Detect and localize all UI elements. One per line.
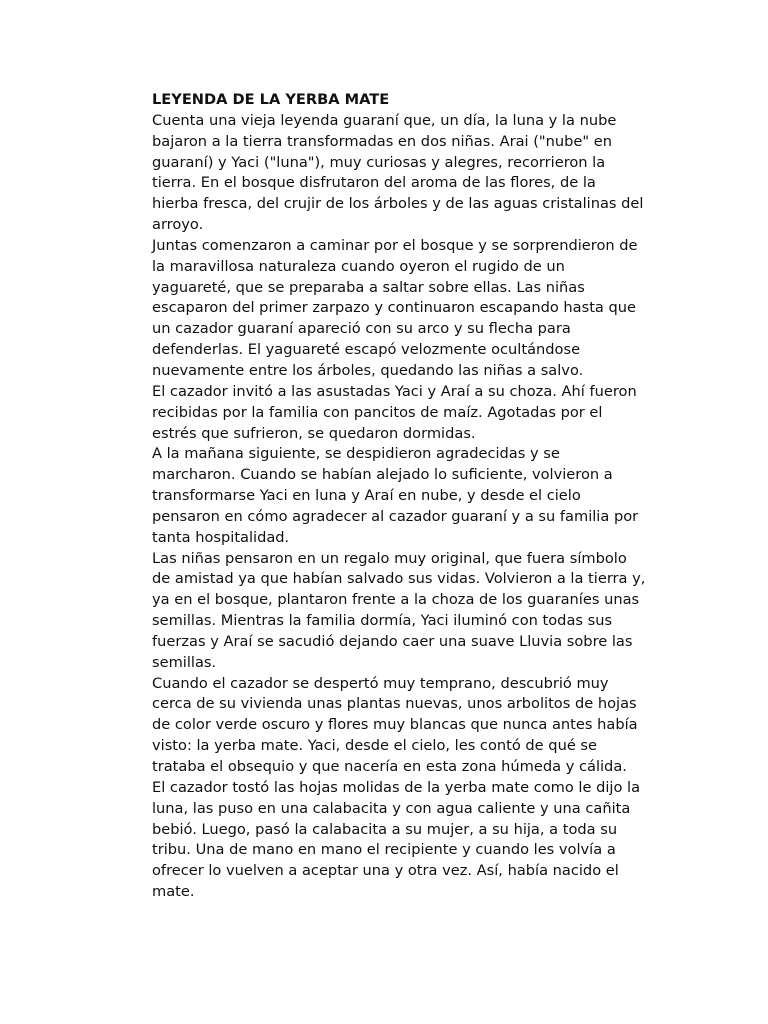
text-line: A la mañana siguiente, se despidieron agradecidas y se <box>152 445 560 463</box>
text-line: bajaron a la tierra transformadas en dos niñas. Arai ("nube" en <box>152 132 612 150</box>
text-line: El cazador invitó a las asustadas Yaci y Araí a su choza. Ahí fueron <box>152 382 637 400</box>
text-line: tierra. En el bosque disfrutaron del aroma de las flores, de la <box>152 174 596 192</box>
text-line: guaraní) y Yaci ("luna"), muy curiosas y alegres, recorrieron la <box>152 153 606 171</box>
text-line: estrés que sufrieron, se quedaron dormidas. <box>152 424 476 442</box>
text-line: hierba fresca, del crujir de los árboles y de las aguas cristalinas del <box>152 195 644 213</box>
text-line: Las niñas pensaron en un regalo muy original, que fuera símbolo <box>152 549 627 567</box>
text-line: semillas. Mientras la familia dormía, Yaci iluminó con todas sus <box>152 612 613 630</box>
text-line: tanta hospitalidad. <box>152 528 290 546</box>
document-title: LEYENDA DE LA YERBA MATE <box>152 91 390 108</box>
text-line: de color verde oscuro y flores muy blancas que nunca antes había <box>152 716 638 734</box>
text-line: Juntas comenzaron a caminar por el bosque y se sorprendieron de <box>152 236 638 254</box>
text-line: defenderlas. El yaguareté escapó velozmente ocultándose <box>152 341 581 359</box>
text-line: cerca de su vivienda unas plantas nuevas, unos arbolitos de hojas <box>152 695 637 713</box>
text-line: bebió. Luego, pasó la calabacita a su mujer, a su hija, a toda su <box>152 820 618 838</box>
text-line: pensaron en cómo agradecer al cazador guaraní y a su familia por <box>152 507 639 525</box>
document-body <box>152 90 672 903</box>
text-line: escaparon del primer zarpazo y continuaron escapando hasta que <box>152 299 636 317</box>
text-line: arroyo. <box>152 216 204 234</box>
text-line: visto: la yerba mate. Yaci, desde el cielo, les contó de qué se <box>152 737 598 755</box>
text-line: ya en el bosque, plantaron frente a la choza de los guaraníes unas <box>152 591 640 609</box>
text-line: ofrecer lo vuelven a aceptar una y otra vez. Así, había nacido el <box>152 862 619 880</box>
text-line: yaguareté, que se preparaba a saltar sobre ellas. Las niñas <box>152 278 585 296</box>
text-line: transformarse Yaci en luna y Araí en nube, y desde el cielo <box>152 487 581 505</box>
text-line: semillas. <box>152 653 217 671</box>
text-line: Cuando el cazador se despertó muy temprano, descubrió muy <box>152 674 609 692</box>
text-line: El cazador tostó las hojas molidas de la yerba mate como le dijo la <box>152 778 641 796</box>
text-line: luna, las puso en una calabacita y con agua caliente y una cañita <box>152 799 631 817</box>
text-line: trataba el obsequio y que nacería en esta zona húmeda y cálida. <box>152 758 627 775</box>
text-line: un cazador guaraní apareció con su arco y su flecha para <box>152 320 571 338</box>
text-line: tribu. Una de mano en mano el recipiente y cuando les volvía a <box>152 841 616 859</box>
text-line: fuerzas y Araí se sacudió dejando caer una suave Lluvia sobre las <box>152 632 633 650</box>
text-line: la maravillosa naturaleza cuando oyeron el rugido de un <box>152 257 565 275</box>
text-line: recibidas por la familia con pancitos de maíz. Agotadas por el <box>152 403 603 421</box>
text-line: marcharon. Cuando se habían alejado lo suficiente, volvieron a <box>152 466 613 484</box>
text-line: de amistad ya que habían salvado sus vidas. Volvieron a la tierra y, <box>152 570 646 588</box>
text-line: mate. <box>152 883 195 901</box>
text-line: nuevamente entre los árboles, quedando las niñas a salvo. <box>152 361 584 379</box>
text-line: Cuenta una vieja leyenda guaraní que, un día, la luna y la nube <box>152 111 617 129</box>
